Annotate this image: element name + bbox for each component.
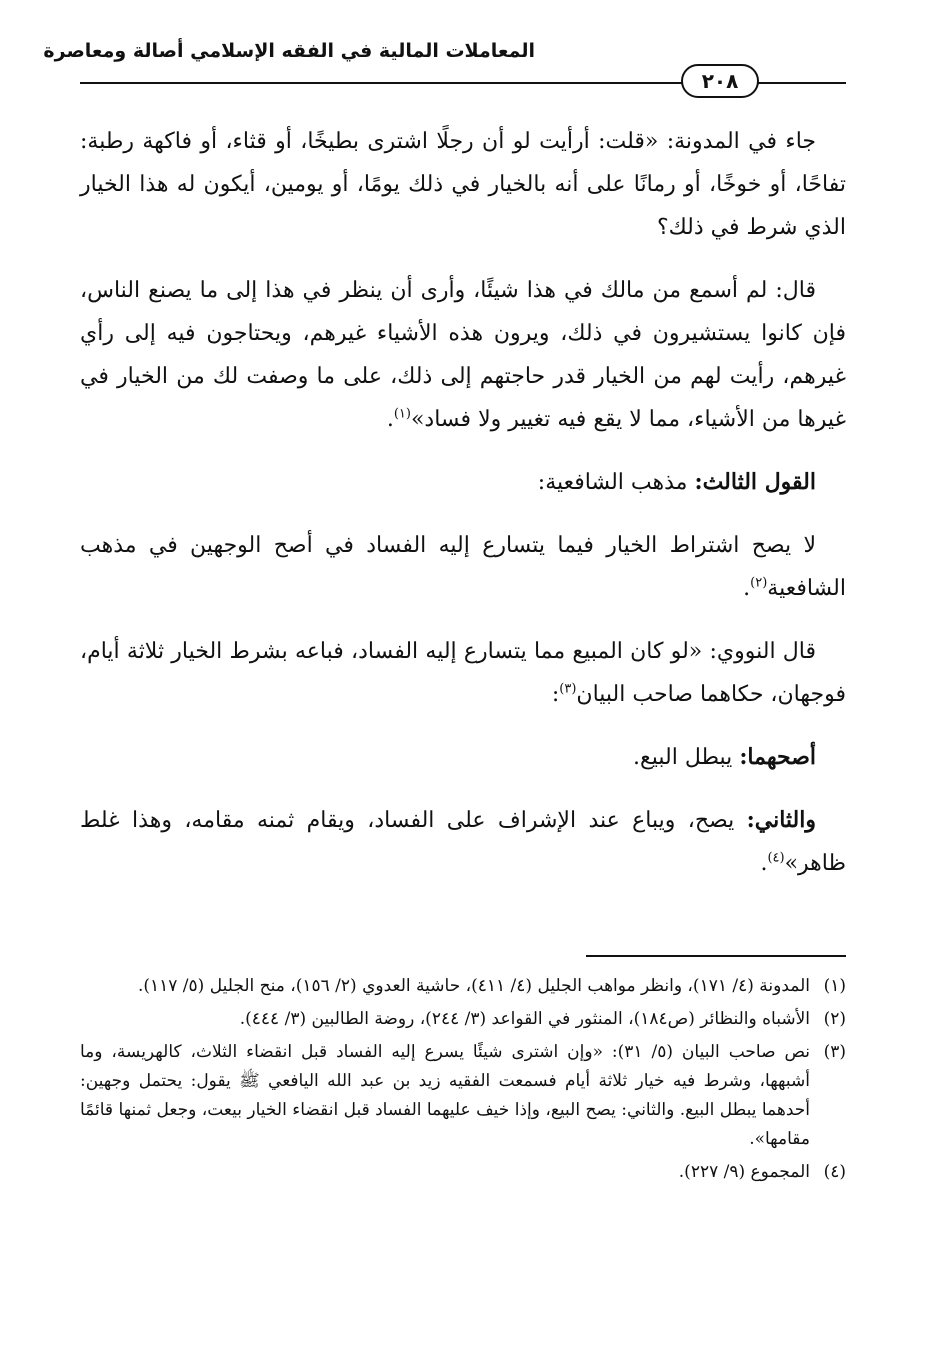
footnote-item bbox=[80, 1038, 846, 1154]
footnote-text: المدونة (٤/ ١٧١)، وانظر مواهب الجليل (٤/ ٤١١)، حاشية العدوي (٢/ ١٥٦)، منح الجليل (٥/ ١١٧). bbox=[137, 976, 810, 996]
paragraph-text: قال: لم أسمع من مالك في هذا شيئًا، وأرى أن ينظر في هذا إلى ما يصنع الناس، فإن كانوا يستشيرون في ذلك، ويرون هذه الأشياء غيرهم، ويحتاجون فيه إلى رأي غيرهم، رأيت لهم من الخيار قدر حاجتهم إلى ذلك، على ما وصفت لك من الخيار في غيرها من الأشياء، مما لا يقع فيه تغيير ولا فساد» bbox=[80, 278, 846, 432]
footnote-text: نص صاحب البيان (٥/ ٣١): «وإن اشترى شيئًا يسرع إليه الفساد قبل انقضاء الثلاث، كالهريسة، وما أشبهها، وشرط فيه خيار ثلاثة أيام فسمعت الفقيه زيد بن عبد الله اليافعي ﷺ يقول: يحتمل وجهين: أحدهما يبطل البيع. والثاني: يصح البيع، وإذا خيف عليهما الفساد قبل انقضاء الخيار بيعت، وجعل ثمنها قائمًا مقامها». bbox=[80, 1042, 810, 1149]
view-text: يبطل البيع. bbox=[633, 745, 740, 770]
footnote-item bbox=[80, 972, 846, 1001]
footnote-number: (١) bbox=[823, 976, 846, 996]
view-label: أصحهما: bbox=[739, 744, 816, 770]
footnote-ref-4[interactable]: (٤) bbox=[767, 850, 785, 866]
punctuation: : bbox=[551, 682, 560, 707]
footnote-ref-2[interactable]: (٢) bbox=[750, 575, 768, 591]
heading-label: القول الثالث: bbox=[694, 469, 816, 495]
punctuation: . bbox=[386, 407, 394, 432]
view-text: يصح، ويباع عند الإشراف على الفساد، ويقام ثمنه مقامه، وهذا غلط ظاهر» bbox=[80, 808, 846, 876]
paragraph-text: جاء في المدونة: «قلت: أرأيت لو أن رجلًا اشترى بطيخًا، أو قثاء، أو فاكهة رطبة: تفاحًا، أو خوخًا، أو رمانًا على أنه بالخيار في ذلك يومًا، أو يومين، أيكون له هذا الخيار الذي شرط في ذلك؟ bbox=[80, 129, 846, 240]
view-label: والثاني: bbox=[746, 807, 816, 833]
paragraph-first-view bbox=[80, 736, 846, 779]
footnote-text: المجموع (٩/ ٢٢٧). bbox=[678, 1162, 810, 1182]
footnote-item bbox=[80, 1158, 846, 1187]
punctuation: . bbox=[743, 576, 751, 601]
paragraph-text: لا يصح اشتراط الخيار فيما يتسارع إليه الفساد في أصح الوجهين في مذهب الشافعية bbox=[80, 533, 846, 601]
paragraph-shafii-position bbox=[80, 524, 846, 610]
punctuation: . bbox=[760, 851, 768, 876]
footnote-number: (٤) bbox=[823, 1162, 846, 1182]
running-header-title: المعاملات المالية في الفقه الإسلامي أصالة ومعاصرة bbox=[43, 40, 535, 62]
footnote-item bbox=[80, 1005, 846, 1034]
paragraph-nawawi-quote bbox=[80, 630, 846, 716]
footnote-ref-1[interactable]: (١) bbox=[393, 406, 411, 422]
footnote-separator bbox=[586, 955, 846, 957]
footnote-number: (٢) bbox=[823, 1009, 846, 1029]
heading-text: مذهب الشافعية: bbox=[537, 470, 695, 495]
page-number: ٢٠٨ bbox=[681, 64, 759, 98]
footnote-ref-3[interactable]: (٣) bbox=[559, 681, 577, 697]
paragraph-mudawwana-quote bbox=[80, 120, 846, 249]
paragraph-second-view bbox=[80, 799, 846, 885]
section-heading-third-opinion bbox=[80, 461, 846, 504]
footnote-text: الأشباه والنظائر (ص١٨٤)، المنثور في القواعد (٣/ ٢٤٤)، روضة الطالبين (٣/ ٤٤٤). bbox=[239, 1009, 810, 1029]
footnote-number: (٣) bbox=[823, 1042, 846, 1062]
main-text bbox=[80, 120, 846, 905]
paragraph-text: قال النووي: «لو كان المبيع مما يتسارع إليه الفساد، فباعه بشرط الخيار ثلاثة أيام، فوجهان، حكاهما صاحب البيان bbox=[80, 639, 846, 707]
paragraph-malik-answer bbox=[80, 269, 846, 441]
footnotes bbox=[80, 972, 846, 1191]
